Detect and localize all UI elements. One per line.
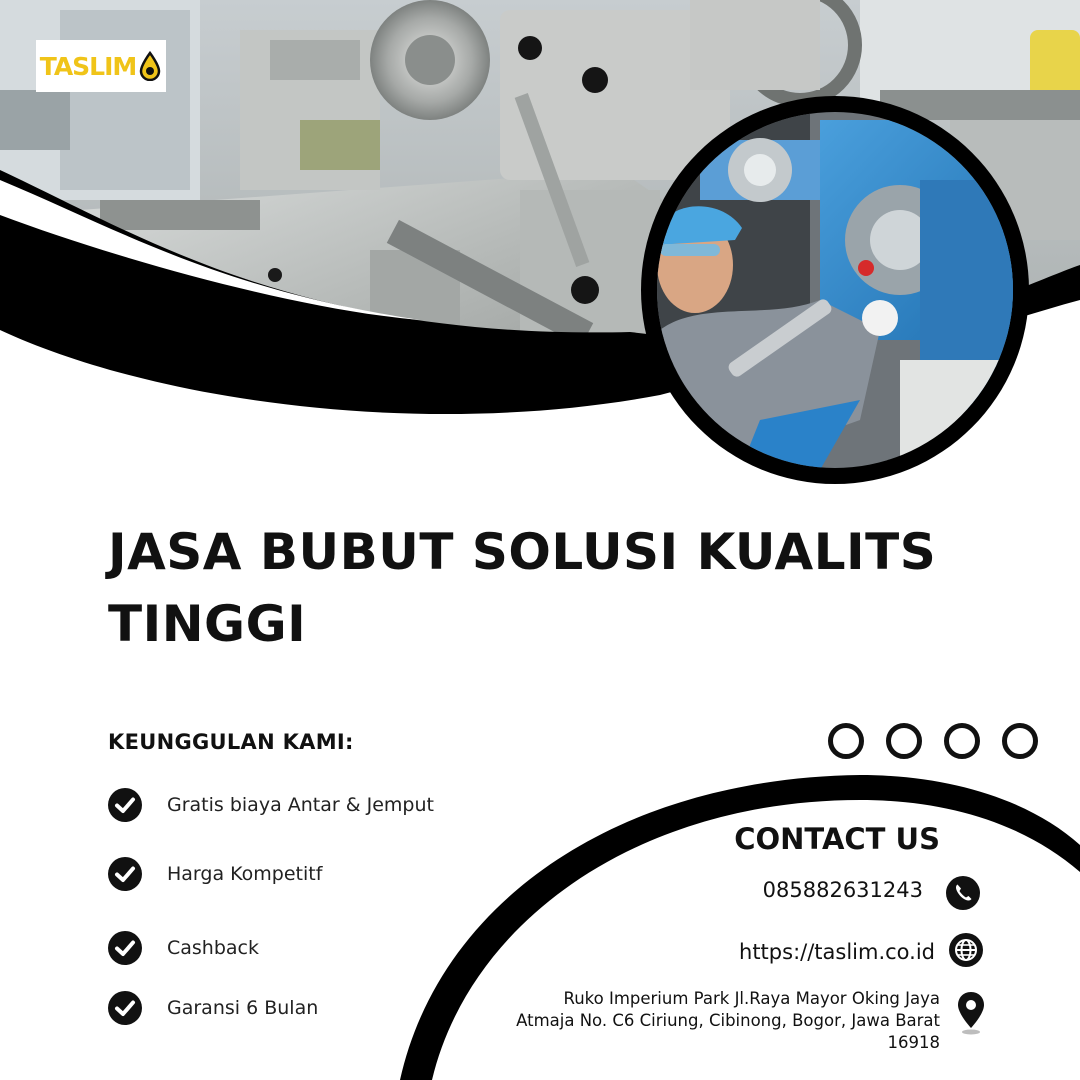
ring-dot bbox=[1002, 723, 1038, 759]
feature-label: Harga Kompetitf bbox=[167, 863, 323, 885]
oil-drop-icon bbox=[138, 51, 162, 81]
feature-item bbox=[108, 931, 259, 965]
brand-logo bbox=[36, 40, 166, 92]
feature-label: Gratis biaya Antar & Jemput bbox=[167, 794, 434, 816]
phone-icon bbox=[945, 875, 981, 911]
phone-number[interactable]: 085882631243 bbox=[762, 878, 923, 902]
check-circle-icon bbox=[108, 991, 142, 1025]
contact-title: CONTACT US bbox=[734, 822, 940, 856]
logo-text: TASLIM bbox=[39, 51, 137, 81]
decorative-dots bbox=[828, 723, 1060, 759]
location-pin-icon bbox=[955, 990, 987, 1036]
website-link[interactable]: https://taslim.co.id bbox=[739, 940, 935, 964]
feature-label: Cashback bbox=[167, 937, 260, 959]
ring-dot bbox=[828, 723, 864, 759]
check-circle-icon bbox=[108, 857, 142, 891]
feature-item bbox=[108, 788, 434, 822]
feature-item bbox=[108, 857, 322, 891]
ring-dot bbox=[944, 723, 980, 759]
ring-dot bbox=[886, 723, 922, 759]
check-circle-icon bbox=[108, 931, 142, 965]
headline: JASA BUBUT SOLUSI KUALITS TINGGI bbox=[108, 523, 937, 653]
feature-item bbox=[108, 991, 318, 1025]
address-text: Ruko Imperium Park Jl.Raya Mayor Oking Jaya Atmaja No. C6 Ciriung, Cibinong, Bogor, Jawa Barat 16918 bbox=[516, 989, 940, 1052]
feature-label: Garansi 6 Bulan bbox=[167, 997, 319, 1019]
globe-icon bbox=[948, 932, 984, 968]
features-title: KEUNGGULAN KAMI: bbox=[108, 730, 354, 754]
check-circle-icon bbox=[108, 788, 142, 822]
